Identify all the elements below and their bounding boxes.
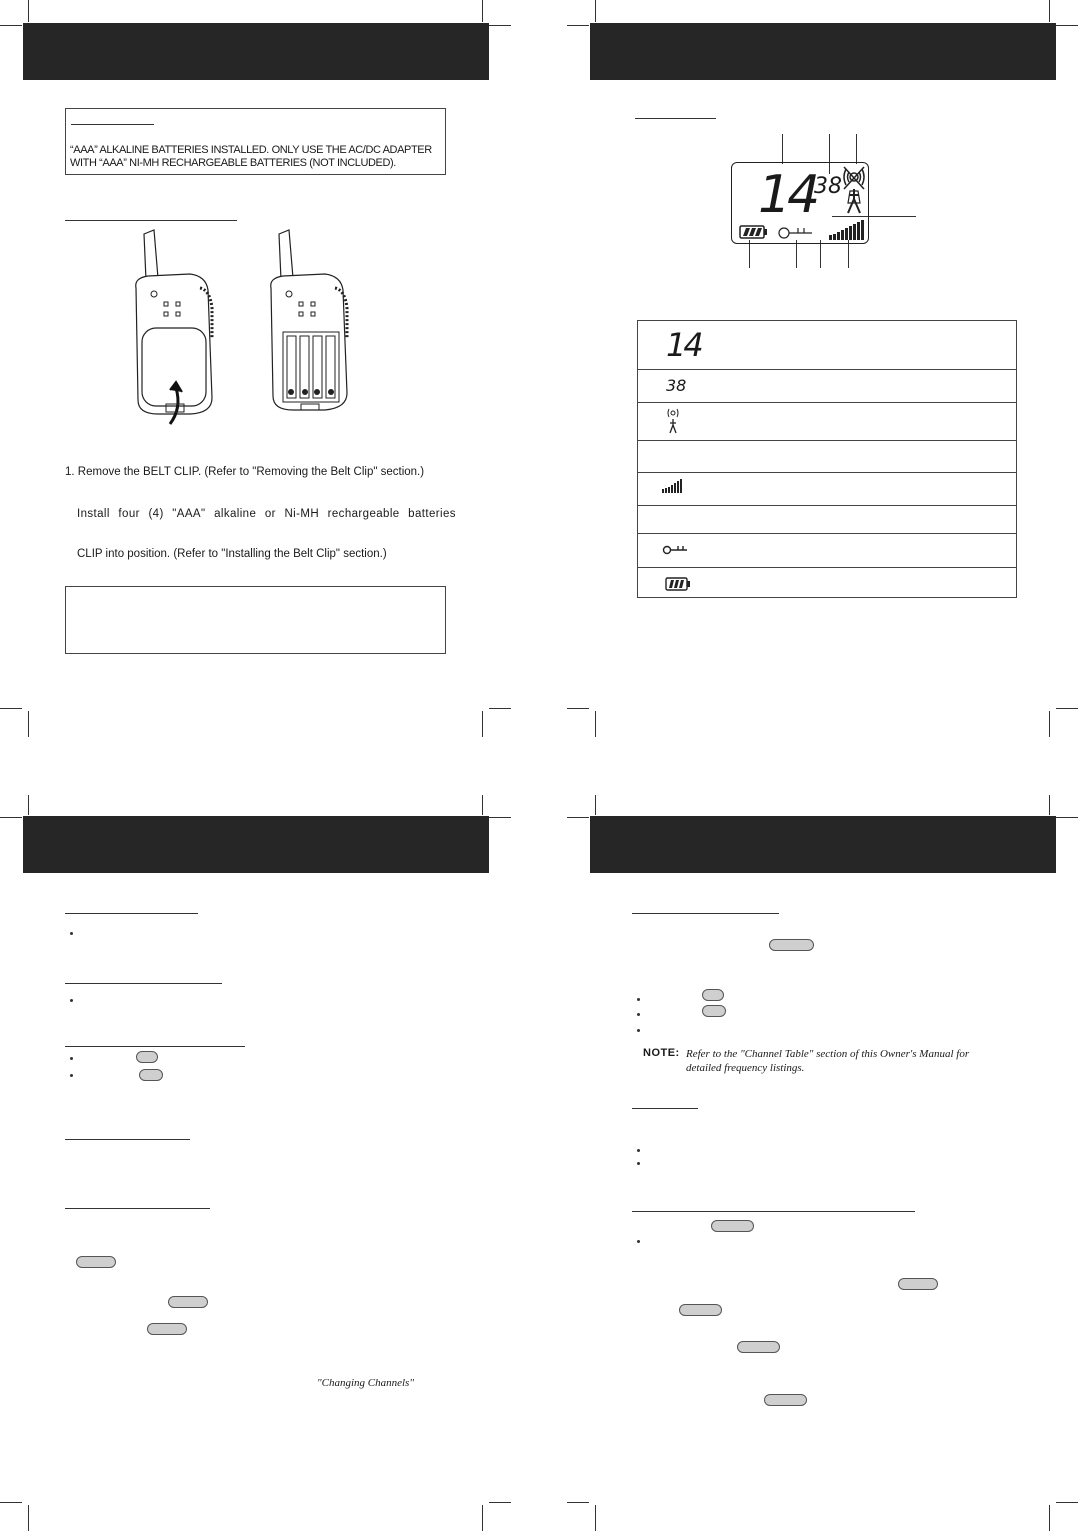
- table-key-lock-icon: [662, 543, 688, 555]
- p4-button-1: [769, 939, 814, 951]
- p4-button-4: [679, 1304, 722, 1316]
- table-channel-icon: 14: [666, 326, 701, 364]
- page3-header-bar: [23, 816, 489, 873]
- radio-battery-compartment-illustration: [265, 228, 355, 423]
- p3-button-1: [76, 1256, 116, 1268]
- battery-note-box: [65, 586, 446, 654]
- p4-small-button-2: [702, 1005, 726, 1017]
- p3-bullet-2: [70, 999, 73, 1002]
- caution-text-line2: WITH “AAA” NI-MH RECHARGEABLE BATTERIES (NOT INCLUDED).: [70, 157, 396, 169]
- p4-button-5: [737, 1341, 780, 1353]
- p4-button-3: [898, 1278, 938, 1290]
- p3-bullet-3: [70, 1057, 73, 1060]
- p4-bullet-4: [637, 1149, 640, 1152]
- p4-bullet-2: [637, 1013, 640, 1016]
- signal-strength-icon: [828, 219, 866, 241]
- lcd-channel-number: 14: [758, 165, 817, 225]
- caution-box: [65, 108, 446, 175]
- p3-small-button-1: [136, 1051, 158, 1063]
- p4-bullet-3: [637, 1029, 640, 1032]
- table-signal-strength-icon: [662, 479, 684, 493]
- p3-heading-rule-4: [65, 1139, 190, 1140]
- table-antenna-person-icon: [666, 407, 680, 435]
- battery-step-2: Install four (4) "AAA" alkaline or Ni-MH rechargeable batteries: [77, 508, 456, 520]
- p4-heading-rule-2: [632, 1108, 698, 1109]
- p4-bullet-5: [637, 1162, 640, 1165]
- antenna-person-icon: [840, 165, 868, 217]
- lcd-code-number: 38: [814, 174, 842, 199]
- p4-note-line2: detailed frequency listings.: [686, 1062, 805, 1074]
- p4-button-2: [711, 1220, 754, 1232]
- lcd-icon-table: [637, 320, 1017, 598]
- p4-heading-rule-1: [632, 913, 779, 914]
- page2-header-bar: [590, 23, 1056, 80]
- battery-step-3: CLIP into position. (Refer to "Installing the Belt Clip" section.): [77, 548, 387, 560]
- p4-note-label: NOTE:: [643, 1047, 680, 1059]
- p4-button-6: [764, 1394, 807, 1406]
- p3-heading-rule-1: [65, 913, 198, 914]
- p3-button-2: [168, 1296, 208, 1308]
- key-lock-icon: [778, 225, 814, 239]
- caution-heading-rule: [71, 124, 154, 125]
- caution-text-line1: “AAA” ALKALINE BATTERIES INSTALLED. ONLY USE THE AC/DC ADAPTER: [70, 144, 432, 156]
- p3-changing-channels-ref: "Changing Channels": [317, 1377, 414, 1389]
- lcd-display: [731, 162, 869, 244]
- battery-step-1: 1. Remove the BELT CLIP. (Refer to "Removing the Belt Clip" section.): [65, 466, 425, 478]
- battery-section-heading-rule: [65, 220, 237, 221]
- p4-note-line1: Refer to the "Channel Table" section of this Owner's Manual for: [686, 1048, 970, 1060]
- p3-heading-rule-2: [65, 983, 222, 984]
- table-battery-icon: [665, 577, 691, 591]
- p4-bullet-6: [637, 1240, 640, 1243]
- radio-back-cover-illustration: [130, 228, 220, 433]
- page4-header-bar: [590, 816, 1056, 873]
- table-code-icon: 38: [666, 376, 687, 395]
- p4-small-button-1: [702, 989, 724, 1001]
- page1-header-bar: [23, 23, 489, 80]
- p3-button-3: [147, 1323, 187, 1335]
- p3-small-button-2: [139, 1069, 163, 1081]
- p3-bullet-1: [70, 932, 73, 935]
- p4-bullet-1: [637, 998, 640, 1001]
- lcd-section-heading-rule: [635, 118, 716, 119]
- p4-heading-rule-3: [632, 1211, 915, 1212]
- p3-heading-rule-3: [65, 1046, 245, 1047]
- battery-icon: [739, 225, 769, 239]
- p3-bullet-4: [70, 1074, 73, 1077]
- p3-heading-rule-5: [65, 1208, 210, 1209]
